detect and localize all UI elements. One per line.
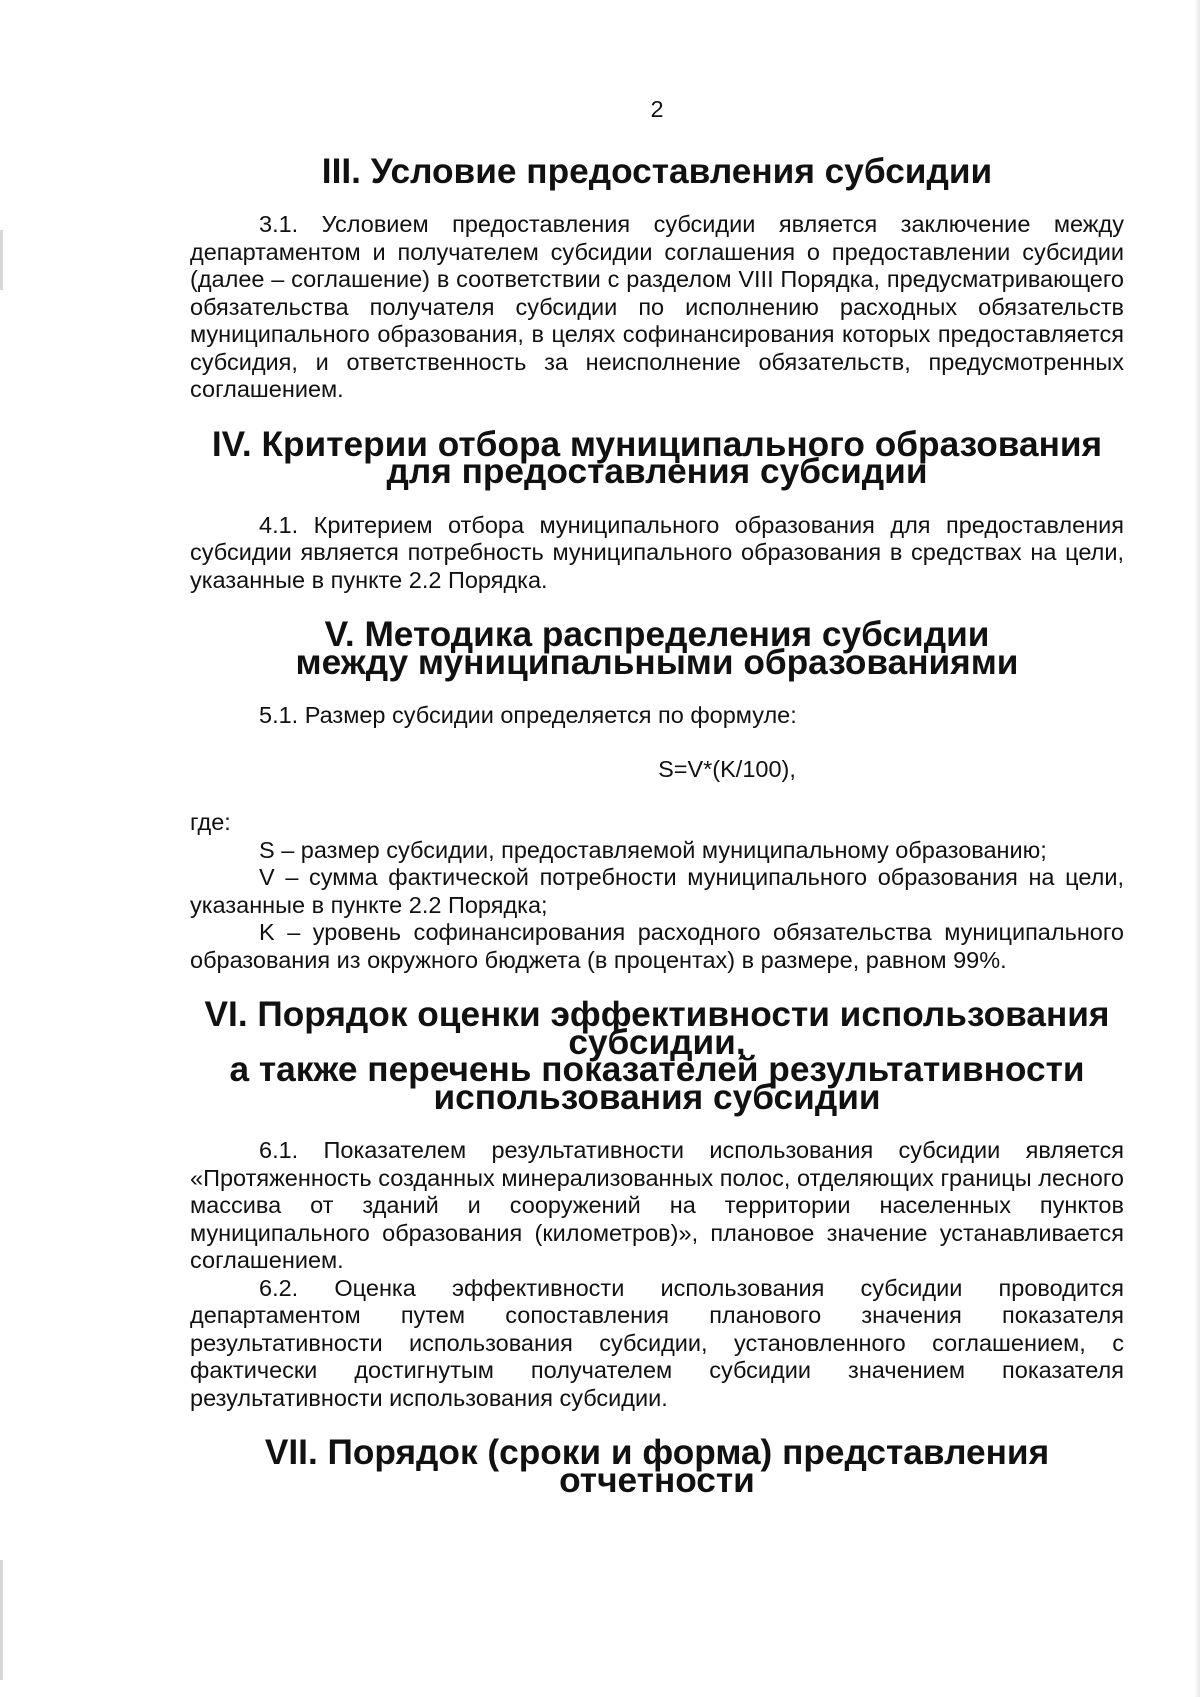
paragraph-3-1: 3.1. Условием предоставления субсидии является заключение между департаментом и получателем субсидии соглашения о предоставлении субсидии (далее – соглашение) в соответствии с разделом VIII Порядка, предусматривающего обязательства получателя субсидии по исполнению расходных обязательств муниципального образования, в целях софинансирования которых предоставляется субсидия, и ответственность за неисполнение обязательств, предусмотренных соглашением. bbox=[190, 211, 1124, 402]
formula: S=V*(K/100), bbox=[658, 755, 796, 782]
section-7-title-text: VII. Порядок (сроки и форма) представления отчетности bbox=[264, 1433, 1050, 1500]
section-6-title-line-2: а также перечень показателей результативности bbox=[229, 1050, 1085, 1089]
section-6-title-line-3: использования субсидии bbox=[433, 1077, 881, 1117]
formula-where-label: где: bbox=[190, 809, 231, 835]
page-edge bbox=[1194, 0, 1200, 1697]
section-5-title bbox=[190, 615, 1124, 682]
section-4-title-line-1: IV. Критерии отбора муниципального образования bbox=[211, 424, 1103, 464]
section-5-title-line-1: V. Методика распределения субсидии bbox=[324, 615, 990, 654]
definition-k: K – уровень софинансирования расходного обязательства муниципального образования из окружного бюджета (в процентах) в размере, равном 99%. bbox=[190, 919, 1124, 973]
section-6-title-line-1: VI. Порядок оценки эффективности использования субсидии, bbox=[204, 995, 1110, 1062]
section-6-title bbox=[190, 995, 1124, 1117]
definition-v: V – сумма фактической потребности муниципального образования на цели, указанные в пункте 2.2 Порядка; bbox=[190, 864, 1124, 918]
section-3-title bbox=[190, 151, 1124, 191]
section-4-title bbox=[190, 424, 1124, 491]
scan-edge-mark bbox=[0, 1560, 3, 1680]
paragraph-6-2: 6.2. Оценка эффективности использования субсидии проводится департаментом путем сопоставления планового значения показателя результативности использования субсидии, установленного соглашением, с фактически достигнутым получателем субсидии значением показателя результативности использования субсидии. bbox=[190, 1274, 1124, 1411]
paragraph-5-1: 5.1. Размер субсидии определяется по формуле: bbox=[259, 702, 797, 728]
section-3-title-text: III. Условие предоставления субсидии bbox=[321, 151, 993, 191]
section-5-title-line-2: между муниципальными образованиями bbox=[295, 642, 1019, 682]
paragraph-4-1: 4.1. Критерием отбора муниципального образования для предоставления субсидии является потребность муниципального образования в средствах на цели, указанные в пункте 2.2 Порядка. bbox=[190, 511, 1124, 593]
definition-s: S – размер субсидии, предоставляемой муниципальному образованию; bbox=[259, 836, 1047, 863]
section-4-title-line-2: для предоставления субсидии bbox=[386, 452, 928, 491]
document-body bbox=[190, 96, 1124, 1500]
section-7-title bbox=[190, 1433, 1124, 1500]
paragraph-6-1: 6.1. Показателем результативности использования субсидии является «Протяженность созданных минерализованных полос, отделяющих границы лесного массива от зданий и сооружений на территории населенных пунктов муниципального образования (километров)», плановое значение устанавливается соглашением. bbox=[190, 1137, 1124, 1273]
scan-edge-mark bbox=[0, 230, 3, 290]
page-number: 2 bbox=[650, 96, 664, 122]
